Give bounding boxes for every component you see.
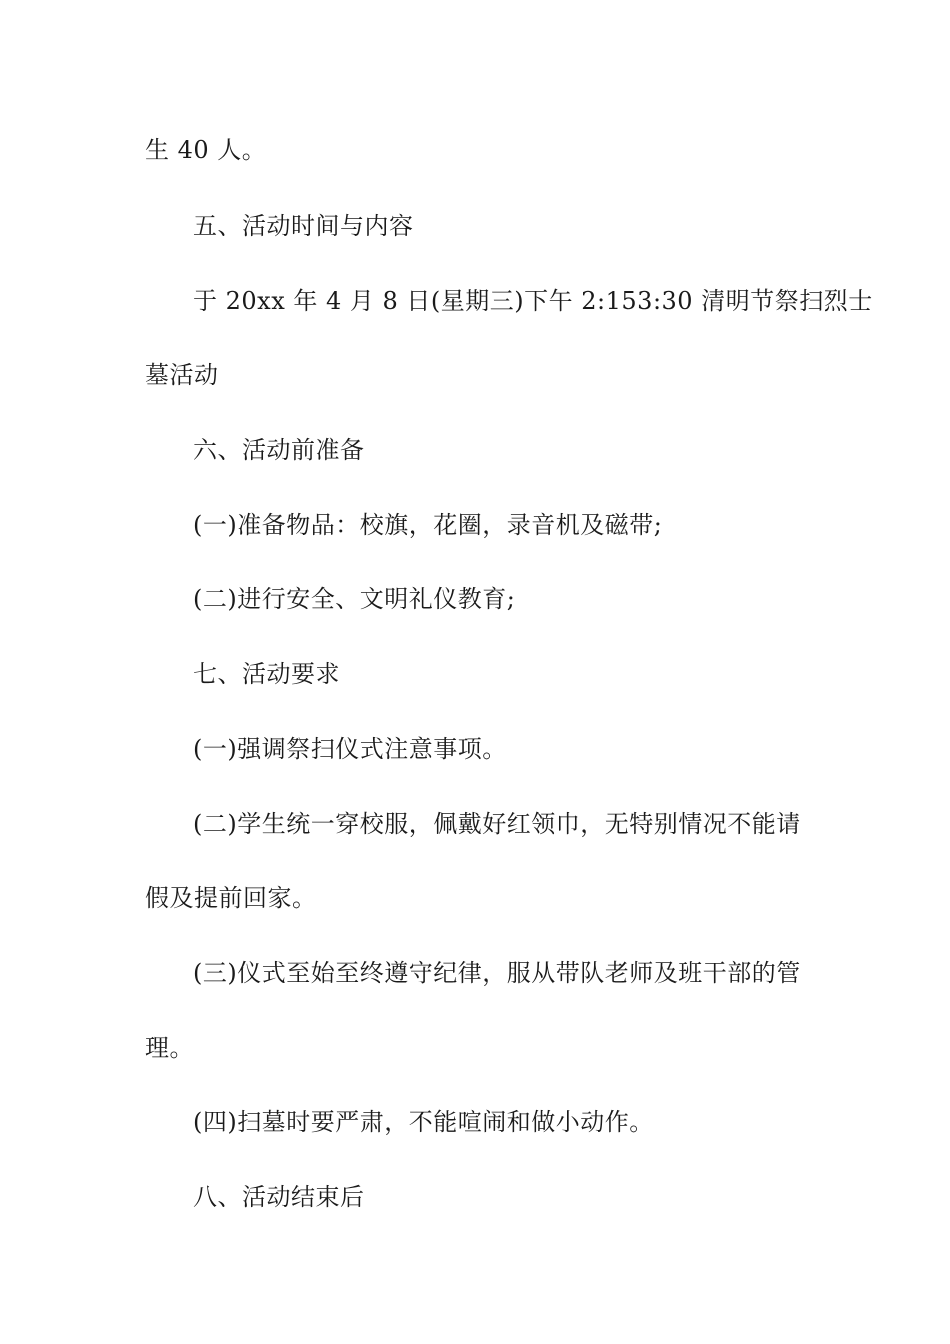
- text-line: 理。: [145, 1034, 194, 1062]
- text-line: 生 40 人。: [145, 136, 267, 164]
- list-item: (二)学生统一穿校服，佩戴好红领巾，无特别情况不能请: [193, 810, 801, 838]
- list-item: (四)扫墓时要严肃，不能喧闹和做小动作。: [193, 1108, 654, 1136]
- section-heading: 七、活动要求: [193, 660, 340, 688]
- text-line: 墓活动: [145, 361, 219, 389]
- list-item: (一)准备物品：校旗，花圈，录音机及磁带;: [193, 511, 663, 539]
- list-item: (一)强调祭扫仪式注意事项。: [193, 735, 507, 763]
- section-heading: 八、活动结束后: [193, 1183, 365, 1211]
- list-item: (二)进行安全、文明礼仪教育;: [193, 585, 516, 613]
- text-line: 假及提前回家。: [145, 884, 317, 912]
- section-heading: 五、活动时间与内容: [193, 212, 414, 240]
- text-line: 于 20xx 年 4 月 8 日(星期三)下午 2:153:30 清明节祭扫烈士: [193, 287, 873, 315]
- list-item: (三)仪式至始至终遵守纪律，服从带队老师及班干部的管: [193, 959, 801, 987]
- section-heading: 六、活动前准备: [193, 436, 365, 464]
